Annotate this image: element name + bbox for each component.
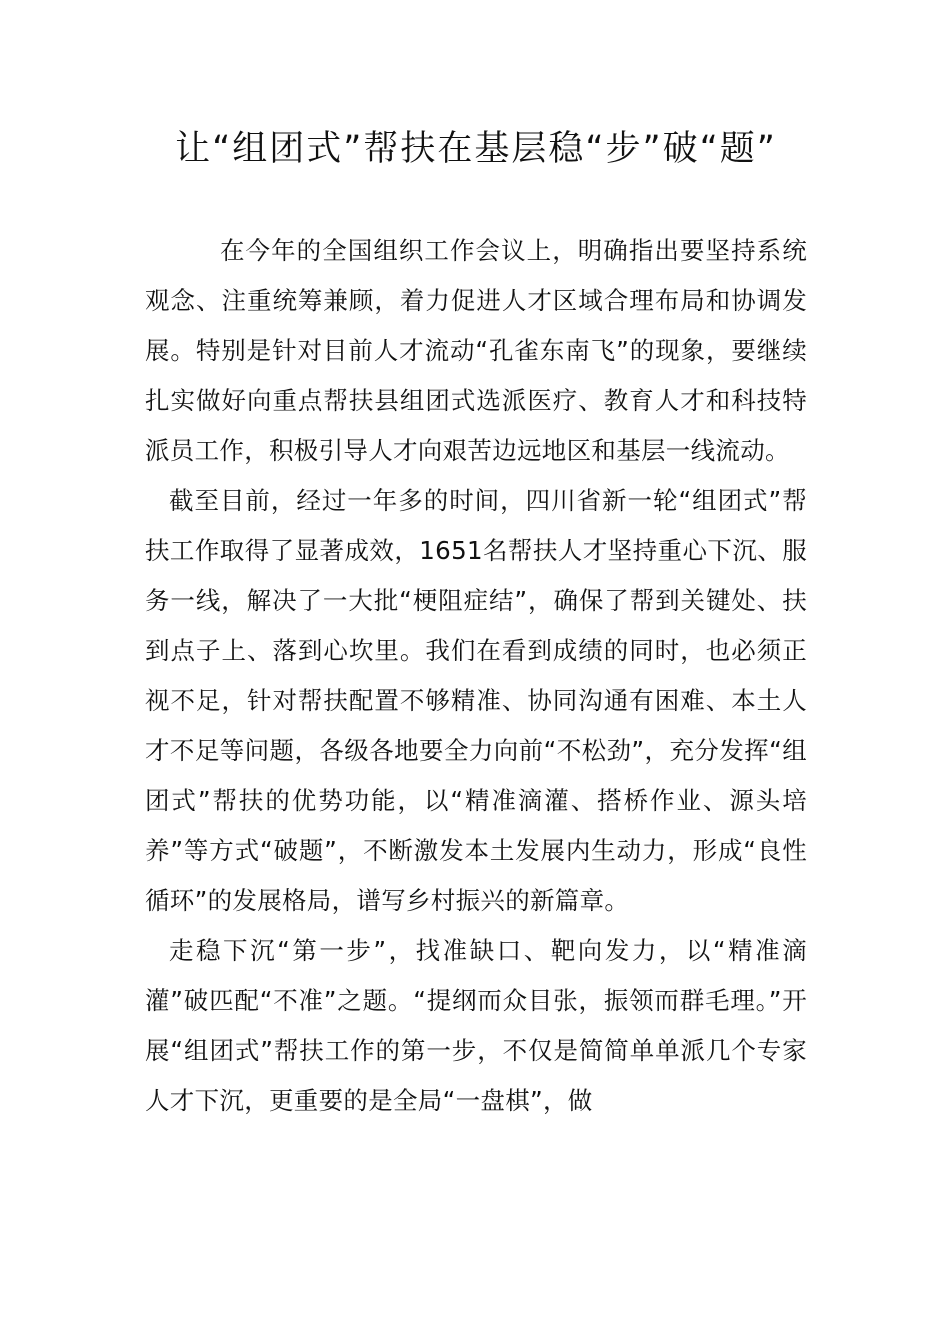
paragraph-3: 走稳下沉“第一步”，找准缺口、靶向发力，以“精准滴灌”破匹配“不准”之题。“提纲而众目张，振领而群毛理。”开展“组团式”帮扶工作的第一步，不仅是简简单单派几个专家人才下沉，更重要的是全局“一盘棋”，做 bbox=[145, 936, 807, 1115]
document-body bbox=[145, 226, 807, 1126]
document-title: 让“组团式”帮扶在基层稳“步”破“题” bbox=[175, 129, 777, 169]
paragraph-2: 截至目前，经过一年多的时间，四川省新一轮“组团式”帮扶工作取得了显著成效，1651名帮扶人才坚持重心下沉、服务一线，解决了一大批“梗阻症结”，确保了帮到关键处、扶到点子上、落到心坎里。我们在看到成绩的同时，也必须正视不足，针对帮扶配置不够精准、协同沟通有困难、本土人才不足等问题，各级各地要全力向前“不松劲”，充分发挥“组团式”帮扶的优势功能，以“精准滴灌、搭桥作业、源头培养”等方式“破题”，不断激发本土发展内生动力，形成“良性循环”的发展格局，谱写乡村振兴的新篇章。 bbox=[145, 486, 807, 915]
paragraph-1: 在今年的全国组织工作会议上，明确指出要坚持系统观念、注重统筹兼顾，着力促进人才区域合理布局和协调发展。特别是针对目前人才流动“孔雀东南飞”的现象，要继续扎实做好向重点帮扶县组团式选派医疗、教育人才和科技特派员工作，积极引导人才向艰苦边远地区和基层一线流动。 bbox=[145, 236, 807, 465]
